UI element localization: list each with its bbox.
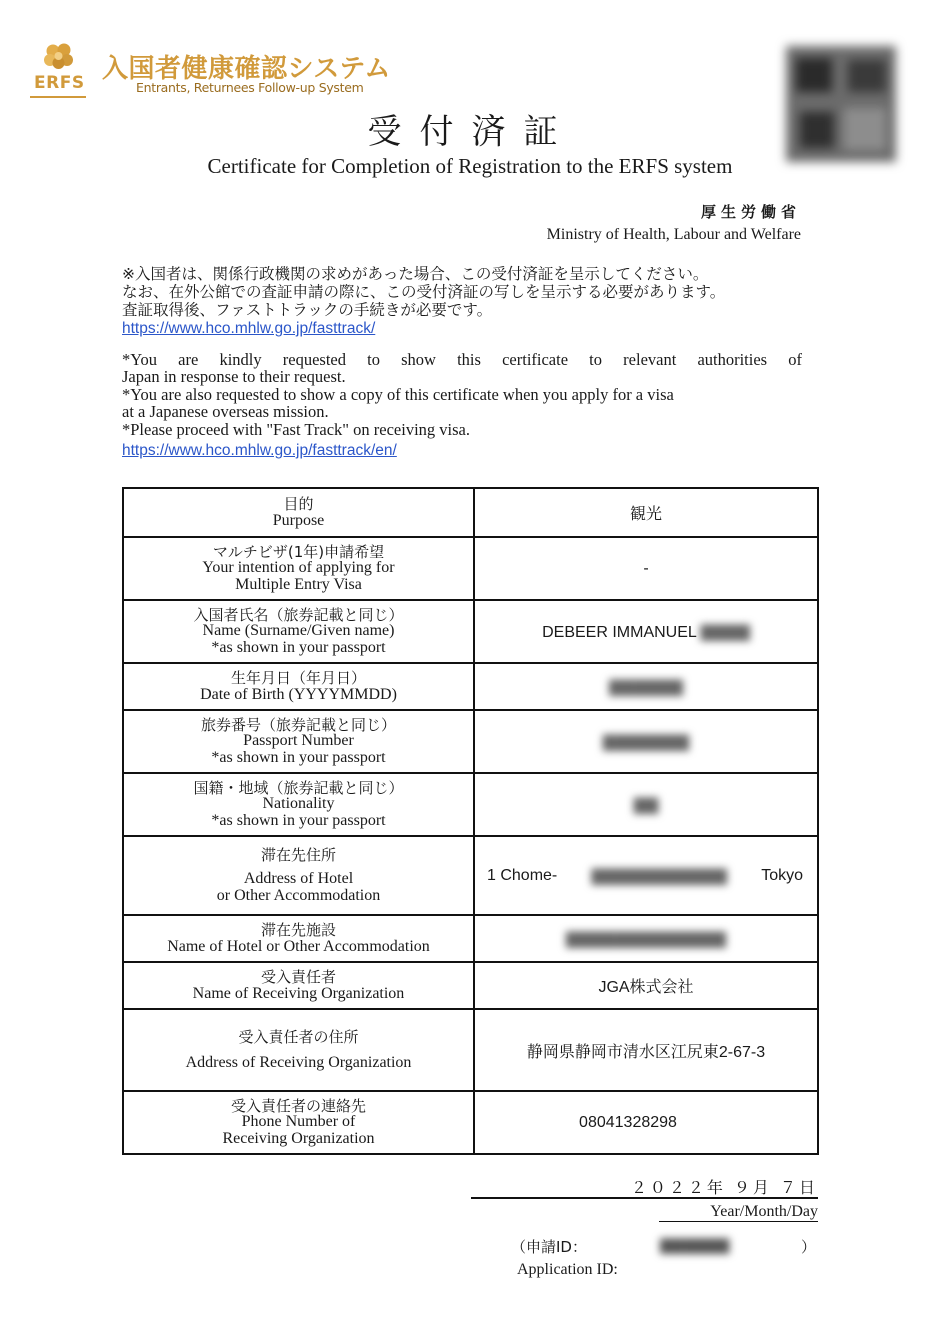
- redacted-text: ▇▇▇▇▇▇▇: [602, 733, 690, 751]
- notice-jp-line: なお、在外公館での査証申請の際に、この受付済証の写しを呈示する必要があります。: [122, 283, 726, 301]
- hotel-value: [474, 915, 818, 962]
- purpose-value: 観光: [474, 488, 818, 537]
- org-phone-label: 受入責任者の連絡先 Phone Number of Receiving Organization: [123, 1091, 474, 1154]
- org-label: 受入責任者 Name of Receiving Organization: [123, 962, 474, 1009]
- notice-en: [122, 351, 802, 438]
- system-name-en: Entrants, Returnees Follow-up System: [136, 80, 364, 95]
- passport-label: 旅券番号（旅券記載と同じ） Passport Number *as shown in your passport: [123, 710, 474, 773]
- application-id-value: ▇▇▇▇▇▇: [660, 1236, 730, 1254]
- org-value: JGA株式会社: [474, 962, 818, 1009]
- document-title-en: Certificate for Completion of Registration to the ERFS system: [207, 154, 733, 178]
- notice-jp: [122, 265, 725, 319]
- table-row: [123, 915, 818, 962]
- issue-date: ２０２２年 ９月 ７日: [630, 1178, 818, 1197]
- system-name-jp: 入国者健康確認システム: [102, 54, 391, 84]
- nationality-value: [474, 773, 818, 836]
- address-value: 1 Chome- ▇▇▇▇▇▇▇▇▇▇▇ Tokyo: [474, 836, 818, 915]
- org-phone-value: 08041328298: [474, 1091, 818, 1154]
- dob-label: 生年月日（年月日） Date of Birth (YYYYMMDD): [123, 663, 474, 710]
- table-row: [123, 1091, 818, 1154]
- multi-visa-label: マルチビザ(1年)申請希望 Your intention of applying for Multiple Entry Visa: [123, 537, 474, 600]
- logo-underline: [30, 96, 86, 98]
- table-row: [123, 1009, 818, 1091]
- table-row: [123, 600, 818, 663]
- notice-en-line: *You are also requested to show a copy of this certificate when you apply for a visa: [122, 384, 674, 404]
- table-row: [123, 663, 818, 710]
- application-id-label-en: Application ID:: [517, 1261, 618, 1278]
- multi-visa-value: -: [474, 537, 818, 600]
- table-row: [123, 962, 818, 1009]
- logo-text: ERFS: [34, 73, 85, 93]
- application-id-close: ）: [801, 1238, 817, 1256]
- registration-table: [122, 487, 819, 1155]
- flower-logo-icon: [42, 42, 76, 72]
- notice-en-line: *You are kindly requested to show this certificate to relevant authorities of: [122, 350, 802, 369]
- table-row: [123, 488, 818, 537]
- name-value: DEBEER IMMANUEL ▇▇▇▇: [474, 600, 818, 663]
- redacted-text: ▇▇▇▇▇▇▇▇▇▇▇: [591, 867, 727, 885]
- passport-value: [474, 710, 818, 773]
- ministry-jp: 厚生労働省: [700, 203, 801, 221]
- hotel-label: 滞在先施設 Name of Hotel or Other Accommodation: [123, 915, 474, 962]
- application-id-label-jp: （申請ID：: [511, 1238, 587, 1256]
- redacted-text: ▇▇▇▇▇▇: [609, 678, 683, 696]
- redacted-text: ▇▇▇▇▇▇▇▇▇▇▇▇▇: [566, 930, 726, 948]
- redacted-text: ▇▇▇▇: [700, 623, 750, 641]
- dob-value: [474, 663, 818, 710]
- name-label: 入国者氏名（旅券記載と同じ） Name (Surname/Given name) *as shown in your passport: [123, 600, 474, 663]
- table-row: [123, 836, 818, 915]
- ministry-en: Ministry of Health, Labour and Welfare: [546, 226, 801, 243]
- org-address-value: 静岡県静岡市清水区江尻東2-67-3: [474, 1009, 818, 1091]
- document-title-jp: 受付済証: [367, 112, 576, 152]
- org-address-label: 受入責任者の住所 Address of Receiving Organization: [123, 1009, 474, 1091]
- date-underline: [471, 1197, 818, 1199]
- erfs-logo: [30, 42, 90, 100]
- fasttrack-link-en[interactable]: https://www.hco.mhlw.go.jp/fasttrack/en/: [122, 442, 397, 459]
- notice-en-line: *Please proceed with "Fast Track" on receiving visa.: [122, 419, 470, 439]
- date-format-label: Year/Month/Day: [659, 1203, 818, 1222]
- nationality-label: 国籍・地域（旅券記載と同じ） Nationality *as shown in your passport: [123, 773, 474, 836]
- table-row: [123, 537, 818, 600]
- fasttrack-link-jp[interactable]: https://www.hco.mhlw.go.jp/fasttrack/: [122, 320, 376, 337]
- notice-en-line: Japan in response to their request.: [122, 367, 346, 387]
- notice-en-line: at a Japanese overseas mission.: [122, 402, 329, 422]
- address-label: 滞在先住所 Address of Hotel or Other Accommodation: [123, 836, 474, 915]
- notice-jp-line: ※入国者は、関係行政機関の求めがあった場合、この受付済証を呈示してください。: [122, 265, 709, 283]
- redacted-text: ▇▇: [633, 796, 659, 814]
- table-row: [123, 710, 818, 773]
- purpose-label: 目的 Purpose: [123, 488, 474, 537]
- notice-jp-line: 査証取得後、ファストトラックの手続きが必要です。: [122, 301, 493, 319]
- table-row: [123, 773, 818, 836]
